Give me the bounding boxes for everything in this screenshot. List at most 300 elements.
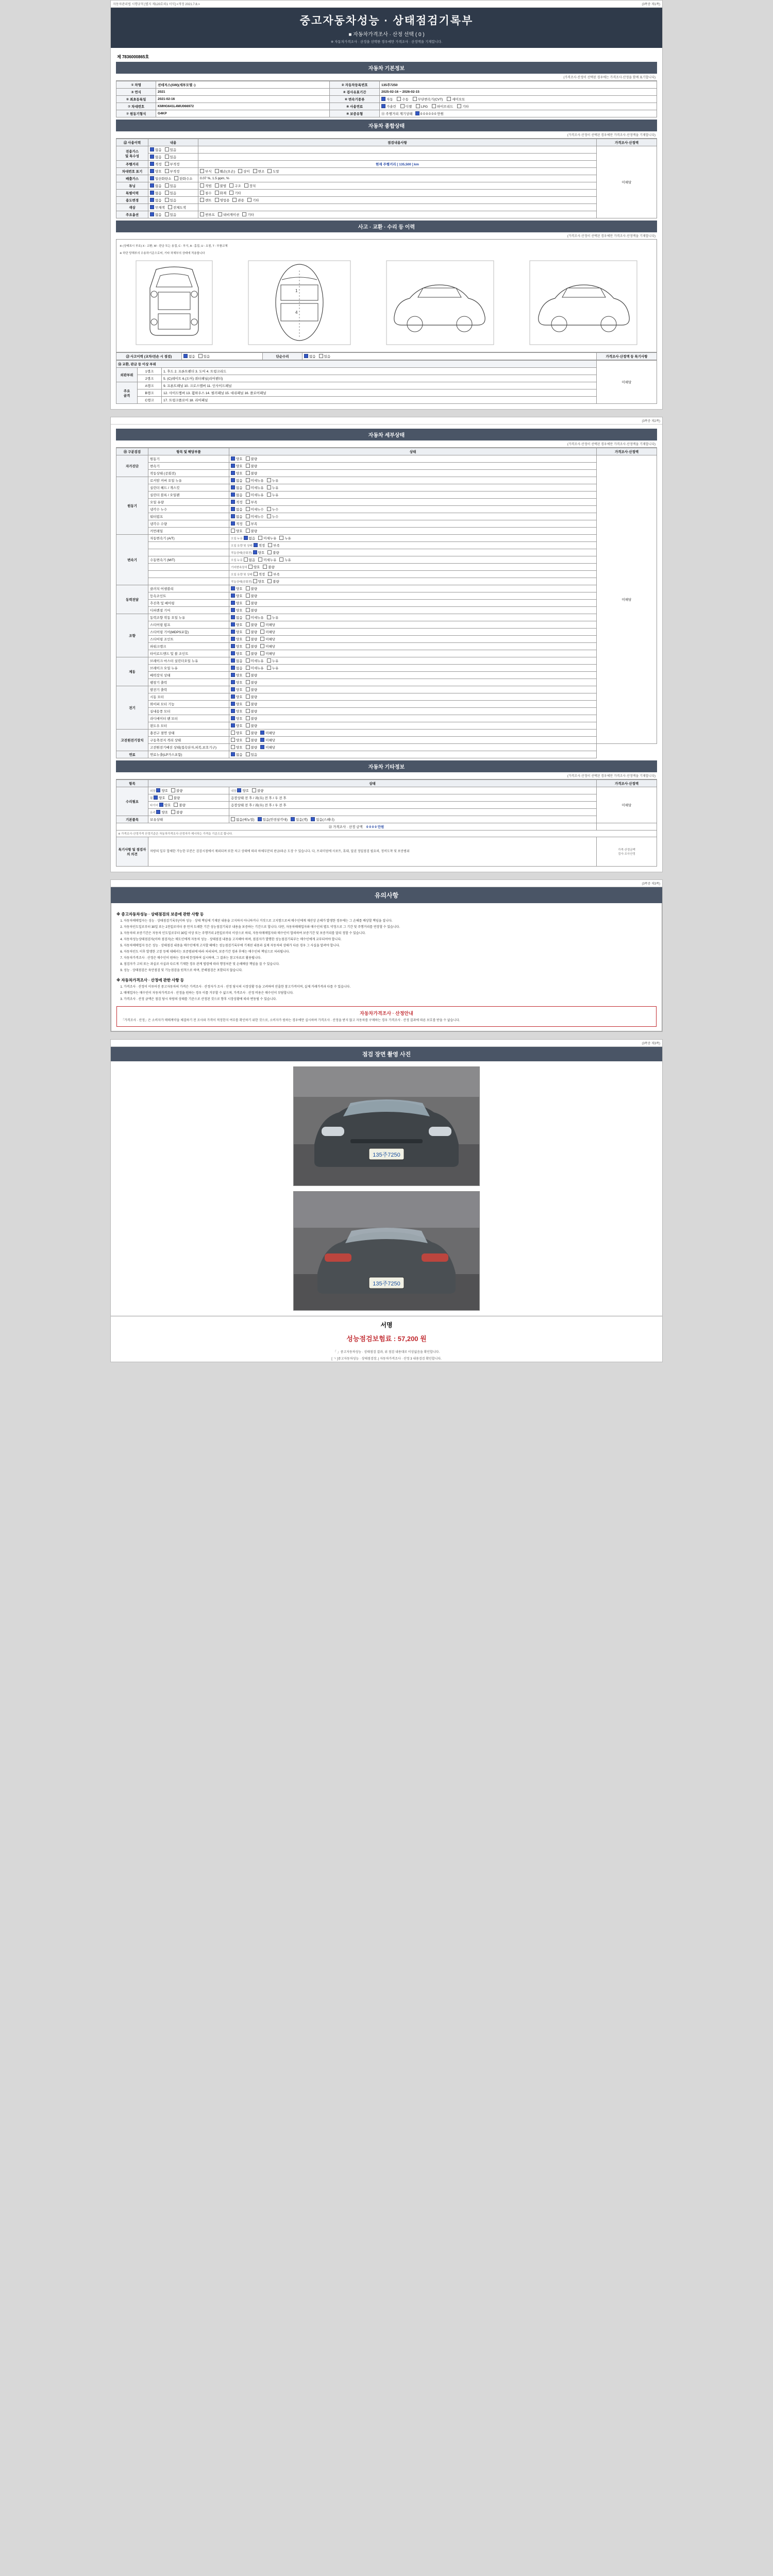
part-booster: 배력장치 상태 <box>148 672 229 679</box>
checkbox-sj-ok[interactable] <box>231 637 235 641</box>
part-commonrail: 커먼레일 <box>148 528 229 535</box>
table-row <box>116 204 657 211</box>
checkbox-wp-leak[interactable] <box>267 514 271 518</box>
checkbox-emission-gas[interactable] <box>150 176 154 180</box>
page-title: 중고자동차성능 · 상태점검기록부 <box>299 15 474 27</box>
checkbox-option-yes[interactable] <box>165 212 169 216</box>
table-row <box>116 211 657 218</box>
checkbox-usechange-none[interactable] <box>150 198 154 202</box>
part-coolant-amount: 냉각수 수량 <box>148 520 229 528</box>
group-steering: 조향 <box>116 614 148 657</box>
group-electric: 전기 <box>116 686 148 730</box>
checkbox-oil-ok[interactable] <box>231 500 235 504</box>
part-selfdiag-engine: 원동기 <box>148 455 229 463</box>
rank-1-items: 1. 후드 2. 프론트펜더 3. 도어 4. 트렁크리드 <box>162 368 597 375</box>
accident-price-label: 가격조사·산정액 등 특기사항 <box>597 353 657 360</box>
checkbox-at-oil-low[interactable] <box>268 543 272 547</box>
table-row <box>116 470 657 477</box>
notice-h2: ※ 자동차가격조사 · 산정에 관한 사항 등 <box>116 978 184 982</box>
checkbox-spanner[interactable] <box>311 817 315 821</box>
checkbox-psoil-leak[interactable] <box>267 615 271 619</box>
checkbox-bi-na[interactable] <box>260 738 264 742</box>
checkbox-mc-none[interactable] <box>231 658 235 663</box>
checkbox-vin-ng[interactable] <box>165 169 169 173</box>
checkbox-at-leak[interactable] <box>279 536 283 540</box>
table-row <box>116 629 657 636</box>
table-header-row <box>116 448 657 455</box>
checkbox-vin-damage[interactable] <box>215 169 219 173</box>
checkbox-cp-ng[interactable] <box>246 731 250 735</box>
checkbox-pc-na[interactable] <box>260 644 264 648</box>
checkbox-fuel-other[interactable] <box>457 104 461 108</box>
car-diagram-front <box>136 260 213 348</box>
list-item: 1. 자동차매매업자는 성능 · 상태점검기록부(이하 성능 · 상태 책임에 기재된 내용을 고지하지 아니하거나 거짓으로 고지함으로써 매수인에게 재산상 손해가 발생한 경우에는 그 손해를 배상할 책임을 집니다. <box>124 919 657 924</box>
page-indicator-1: (3쪽중 제1쪽) <box>642 3 660 6</box>
row-special-label: 특별이력 <box>116 190 148 197</box>
checkbox-rocker-micro[interactable] <box>246 478 250 482</box>
part-hv-wiring: 고전원전기배선 상태(접속단자,피복,보호기구) <box>148 744 229 751</box>
table-row <box>116 96 657 103</box>
basic-value-5: 2021-02-16 <box>156 96 330 103</box>
sheet-1 <box>110 0 663 410</box>
checkbox-special-yes[interactable] <box>165 191 169 195</box>
row-commercial-a: 없음 있음 <box>148 154 198 161</box>
part-coolant-leak: 냉각수 누수 <box>148 506 229 513</box>
checkbox-cp-na[interactable] <box>260 731 264 735</box>
checkbox-hw-na[interactable] <box>260 745 264 749</box>
checkbox-commercial-none[interactable] <box>150 155 154 159</box>
checkbox-gov[interactable] <box>232 198 237 202</box>
part-starter: 시동 모터 <box>148 693 229 701</box>
checkbox-rentcar[interactable] <box>200 198 204 202</box>
checkbox-alt-ng[interactable] <box>246 687 250 691</box>
checkbox-fire[interactable] <box>215 191 219 195</box>
redbox-text: 「가격조사 · 산정」은 소비자가 매매계약을 체결하기 전 조사와 가격이 적정한지 여부를 확인하기 위한 것으로, 소비자가 원하는 경우에만 실시하며 가격조사 · 산정을 받지 않고 자동차를 구매하는 경우 가격조사 · 산정 결과에 따른 보호를 받을 수 없습니다. <box>121 1019 460 1022</box>
checkbox-blower-ng[interactable] <box>246 709 250 713</box>
checkbox-lpg[interactable] <box>416 104 420 108</box>
checkbox-jack[interactable] <box>291 817 295 821</box>
checkbox-odo-normal[interactable] <box>415 111 419 115</box>
checkbox-manual[interactable] <box>397 97 401 101</box>
state-block-oilpan: 없음 미세누유 누유 <box>229 492 597 499</box>
checkbox-wm-ok[interactable] <box>231 723 235 727</box>
checkbox-hw-ok[interactable] <box>231 745 235 749</box>
checkbox-bi-ok[interactable] <box>231 738 235 742</box>
checkbox-sp-ng[interactable] <box>246 622 250 626</box>
checkbox-ca-low[interactable] <box>246 521 250 526</box>
checkbox-ps-ok[interactable] <box>231 601 235 605</box>
part-wiper: 와이퍼 모터 기능 <box>148 701 229 708</box>
footer-line-1: 「 」중고자동차성능 · 상태점검 결과, 위 점검 내용대로 이상없음을 확인합니다. <box>333 1350 440 1354</box>
checkbox-bo-none[interactable] <box>231 666 235 670</box>
state-selfdiag-idle: 양호 불량 <box>229 470 597 477</box>
rank-a: A랭크 <box>138 382 162 389</box>
checkbox-rocker-leak[interactable] <box>267 478 271 482</box>
checkbox-oil-low[interactable] <box>246 500 250 504</box>
part-fuel-leak: 연료누출(LP가스포함) <box>148 751 229 758</box>
checkbox-bo-leak[interactable] <box>267 666 271 670</box>
checkbox-at-op-ng[interactable] <box>267 550 272 554</box>
checkbox-manual-book[interactable] <box>231 817 235 821</box>
checkbox-cr-ok[interactable] <box>231 529 235 533</box>
checkbox-alt-ok[interactable] <box>231 687 235 691</box>
document-number-label: 제 <box>117 55 121 59</box>
checkbox-glass-ok[interactable] <box>156 810 160 814</box>
parts-head: ⑭ 교환, 판금 등 이상 부위 <box>116 361 597 368</box>
table-row <box>116 621 657 629</box>
checkbox-wm-ng[interactable] <box>246 723 250 727</box>
list-item: 4. 자동차성능상태점검자(이하 점검자)는 매도인에게 자동차 성능 · 상태점검 내용을 고지해야 하며, 점검자가 발행한 성능점검기록부는 매수인에게 교부되어야 합니다. <box>124 938 657 942</box>
state-rocker: 없음 미세누유 누유 <box>229 477 597 484</box>
car-diagrams <box>120 257 653 349</box>
checkbox-rental-none[interactable] <box>150 147 154 151</box>
notice-body <box>111 903 662 1031</box>
part-expansion: 팽창기 출력 <box>148 679 229 686</box>
checkbox-coolant-none[interactable] <box>231 507 235 511</box>
checkbox-int-ng[interactable] <box>252 788 256 792</box>
part-cvjoint: 등속조인트 <box>148 592 229 600</box>
row-tuning-b: 적법 불법 구조 장치 <box>198 182 597 190</box>
table-row <box>116 542 657 549</box>
car-diagram-side-left <box>386 260 494 348</box>
checkbox-accident-yes[interactable] <box>198 354 203 358</box>
checkbox-booster-ng[interactable] <box>246 673 250 677</box>
checkbox-mt-gear-ng[interactable] <box>263 565 267 569</box>
col-other-state: 상태 <box>148 780 597 787</box>
checkbox-sg-ok[interactable] <box>231 630 235 634</box>
checkbox-head-none[interactable] <box>231 485 235 489</box>
checkbox-sp-ok[interactable] <box>231 622 235 626</box>
part-head-gasket: 실린더 헤드 / 개스킷 <box>148 484 229 492</box>
table-row <box>116 492 657 499</box>
part-alternator: 발전기 출력 <box>148 686 229 693</box>
group-outer-panel: 외판부위 <box>116 368 138 382</box>
page-title-note: ※ 자동차가격조사 · 산정을 선택한 경우에만 가격조사 · 산정액을 기재합니다. <box>330 40 443 44</box>
state-steering-pump: 양호 불량 미해당 <box>229 621 597 629</box>
checkbox-rental-yes[interactable] <box>165 147 169 151</box>
checkbox-color-none[interactable] <box>150 205 154 209</box>
row-option-a: 없음 있음 <box>148 211 198 218</box>
table-row <box>116 353 657 360</box>
list-item: 9. 성능 · 상태점검은 육안점검 및 기능점검을 원칙으로 하며, 분해점검은 포함되지 않습니다. <box>124 969 657 973</box>
state-at-3: 작동상태(공회전) 양호 불량 <box>229 549 597 556</box>
checkbox-special-other[interactable] <box>229 191 233 195</box>
part-brake-oil: 브레이크 오일 누유 <box>148 665 229 672</box>
checkbox-tuning-none[interactable] <box>150 183 154 188</box>
part-mt-1: 수동변속기 (M/T) <box>148 556 229 564</box>
detail-price-cell: 미해당 <box>597 455 657 744</box>
state-waterpump: 없음 미세누수 누수 <box>229 513 597 520</box>
checkbox-tuning-structure[interactable] <box>229 183 233 188</box>
col-usehistory: ⑫ 사용이력 <box>116 139 148 146</box>
checkbox-mileage-ok[interactable] <box>150 162 154 166</box>
rank-c: C랭크 <box>138 397 162 404</box>
checkbox-int-ok[interactable] <box>237 788 241 792</box>
checkbox-bi-ng[interactable] <box>246 738 250 742</box>
checkbox-psoil-none[interactable] <box>231 615 235 619</box>
checkbox-wp-micro[interactable] <box>246 514 250 518</box>
table-row <box>116 585 657 592</box>
list-item: 5. 자동차매매업자 등은 성능 · 상태점검 내용을 매수인에게 고지할 때에는 성능점검기록부에 기재된 내용과 실제 자동차의 상태가 다른 경우 그 사실을 알려야 합니다. <box>124 944 657 948</box>
page-indicator-3: (3쪽중 제3쪽) <box>642 883 660 886</box>
checkbox-head-leak[interactable] <box>267 485 271 489</box>
checkbox-head-micro[interactable] <box>246 485 250 489</box>
checkbox-semiauto[interactable] <box>447 97 451 101</box>
basic-value-4: 2025-02-16 ~ 2026-02-15 <box>380 89 657 96</box>
checkbox-tire-ng[interactable] <box>174 803 178 807</box>
state-blower: 양호 불량 <box>229 708 597 715</box>
checkbox-booster-ok[interactable] <box>231 673 235 677</box>
photo-rear <box>293 1191 480 1311</box>
state-head-gasket: 없음 미세누유 누유 <box>229 484 597 492</box>
state-oil-amount: 적정 부족 <box>229 499 597 506</box>
checkbox-coolant-micro[interactable] <box>246 507 250 511</box>
fee-label: 성능점검보험료 : <box>346 1334 396 1343</box>
checkbox-sd-trans-ok[interactable] <box>231 464 235 468</box>
row-tire-pos: 응장상태 전 후 / 좌(우) 전 후 / 우 전 후 <box>229 802 597 809</box>
checkbox-sd-idle-ng[interactable] <box>246 471 250 475</box>
checkbox-vin-erased[interactable] <box>267 169 272 173</box>
checkbox-sunroof[interactable] <box>200 212 204 216</box>
part-mt-4 <box>148 578 229 585</box>
checkbox-starter-ok[interactable] <box>231 694 235 699</box>
checkbox-sd-trans-ng[interactable] <box>246 464 250 468</box>
table-row <box>116 722 657 730</box>
checkbox-sp-na[interactable] <box>260 622 264 626</box>
checkbox-at-oil-ok[interactable] <box>254 543 258 547</box>
checkbox-mc-leak[interactable] <box>267 658 271 663</box>
checkbox-tuning-device[interactable] <box>244 183 248 188</box>
checkbox-tuning-illegal[interactable] <box>215 183 219 188</box>
state-at-2: 오일 유량 및 상태 적정 부족 <box>229 542 597 549</box>
state-selfdiag-trans: 양호 불량 <box>229 463 597 470</box>
checkbox-rf-ng[interactable] <box>246 716 250 720</box>
checkbox-clutch-ok[interactable] <box>231 586 235 590</box>
checkbox-vin-corrosion[interactable] <box>200 169 204 173</box>
part-window-motor: 윈도우 모터 <box>148 722 229 730</box>
checkbox-cr-ng[interactable] <box>246 529 250 533</box>
checkbox-mc-micro[interactable] <box>246 658 250 663</box>
part-psoil: 동력조향 작동 오일 누유 <box>148 614 229 621</box>
state-mt-1: 오일 누유 없음 미세누유 누유 <box>229 556 597 564</box>
table-row <box>116 578 657 585</box>
row-usechange-a: 없음 있음 <box>148 197 198 204</box>
checkbox-at-op-ok[interactable] <box>253 550 257 554</box>
row-option-b: 썬루프 내비게이션 기타 <box>198 211 597 218</box>
checkbox-blower-ok[interactable] <box>231 709 235 713</box>
mileage-value: 현재 주행거리 [ 135,500 ] km <box>376 163 419 166</box>
table-row <box>116 154 657 161</box>
checkbox-sd-engine-ok[interactable] <box>231 456 235 461</box>
checkbox-business[interactable] <box>215 198 219 202</box>
checkbox-option-none[interactable] <box>150 212 154 216</box>
col-detail-part: 항목 및 해당부품 <box>148 448 229 455</box>
checkbox-hw-ng[interactable] <box>246 745 250 749</box>
basic-value-3: 2021 <box>156 89 330 96</box>
checkbox-mileage-ng[interactable] <box>165 162 169 166</box>
checkbox-diesel[interactable] <box>400 104 405 108</box>
checkbox-sd-idle-ok[interactable] <box>231 471 235 475</box>
checkbox-at-none[interactable] <box>244 536 248 540</box>
table-row <box>116 81 657 89</box>
checkbox-fuel-none[interactable] <box>231 752 235 756</box>
checkbox-usechange-other[interactable] <box>247 198 251 202</box>
checkbox-sg-ng[interactable] <box>246 630 250 634</box>
checkbox-wiper-ng[interactable] <box>246 702 250 706</box>
page-indicator-4: (3쪽중 제3쪽) <box>642 1042 660 1045</box>
checkbox-diff-ng[interactable] <box>246 608 250 612</box>
checkbox-tire-ok[interactable] <box>159 803 163 807</box>
checkbox-block-leak[interactable] <box>267 493 271 497</box>
checkbox-tr-na[interactable] <box>260 651 264 655</box>
checkbox-cvt[interactable] <box>413 97 417 101</box>
checkbox-block-none[interactable] <box>231 493 235 497</box>
checkbox-tr-ok[interactable] <box>231 651 235 655</box>
rank-b-items: 12. 사이드멤버 13. 휠하우스 14. 필러패널 15. 대쉬패널 16. 플로어패널 <box>162 389 597 397</box>
table-row <box>116 816 657 823</box>
checkbox-option-other[interactable] <box>242 212 246 216</box>
checkbox-rocker-none[interactable] <box>231 478 235 482</box>
checkbox-sj-ng[interactable] <box>246 637 250 641</box>
checkbox-cp-ok[interactable] <box>231 731 235 735</box>
checkbox-tuning-legal[interactable] <box>200 183 204 188</box>
checkbox-sd-engine-ng[interactable] <box>246 456 250 461</box>
state-mt-4: 작동상태(공회전) 양호 불량 <box>229 578 597 585</box>
checkbox-navi[interactable] <box>218 212 222 216</box>
checkbox-starter-ng[interactable] <box>246 694 250 699</box>
checkbox-vin-diff[interactable] <box>238 169 242 173</box>
checkbox-ca-ok[interactable] <box>231 521 235 526</box>
state-propshaft: 양호 불량 <box>229 600 597 607</box>
checkbox-exp-ng[interactable] <box>246 680 250 684</box>
checkbox-cv-ok[interactable] <box>231 594 235 598</box>
state-at-1: 오일 누유 없음 미세누유 누유 <box>229 535 597 542</box>
svg-text:4: 4 <box>295 310 298 315</box>
checkbox-usechange-yes[interactable] <box>165 198 169 202</box>
checkbox-pc-ok[interactable] <box>231 644 235 648</box>
table-row <box>116 600 657 607</box>
checkbox-mt-micro[interactable] <box>258 557 262 562</box>
group-engine: 원동기 <box>116 477 148 535</box>
checkbox-coolant-leak[interactable] <box>267 507 271 511</box>
row-emission-b: 0.07 %, 1.5 ppm, % <box>198 175 597 182</box>
checkbox-wp-none[interactable] <box>231 514 235 518</box>
basic-label-5: ⑤ 최초등록일 <box>116 96 156 103</box>
checkbox-mt-none[interactable] <box>244 557 248 562</box>
checkbox-clutch-ng[interactable] <box>246 586 250 590</box>
checkbox-gasoline[interactable] <box>381 104 385 108</box>
notice-h1: ※ 중고자동차성능 · 상태점검의 보증에 관한 사항 등 <box>116 912 204 917</box>
checkbox-wheel-ng[interactable] <box>169 795 173 800</box>
table-row <box>116 103 657 110</box>
checkbox-mt-oil-low[interactable] <box>268 572 272 576</box>
checkbox-sj-na[interactable] <box>260 637 264 641</box>
col-detail-price: 가격조사·산정액 <box>597 448 657 455</box>
checkbox-hybrid[interactable] <box>432 104 436 108</box>
checkbox-flood[interactable] <box>200 191 204 195</box>
checkbox-mt-gear-ok[interactable] <box>248 565 253 569</box>
checkbox-accident-none[interactable] <box>183 354 188 358</box>
checkbox-ps-ng[interactable] <box>246 601 250 605</box>
row-interior: 내장 양호 불량 <box>229 787 597 794</box>
sheet-2 <box>110 417 663 872</box>
checkbox-bo-micro[interactable] <box>246 666 250 670</box>
table-row <box>116 397 657 404</box>
table-row <box>116 837 657 867</box>
checkbox-block-micro[interactable] <box>246 493 250 497</box>
state-selfdiag-engine: 양호 불량 <box>229 455 597 463</box>
checkbox-emission-hc[interactable] <box>174 176 178 180</box>
checkbox-psoil-micro[interactable] <box>246 615 250 619</box>
checkbox-commercial-yes[interactable] <box>165 155 169 159</box>
row-emission-a: 일산화탄소 탄화수소 <box>148 175 198 182</box>
table-row <box>116 701 657 708</box>
checkbox-cv-ng[interactable] <box>246 594 250 598</box>
state-cvjoint: 양호 불량 <box>229 592 597 600</box>
checkbox-vin-forged[interactable] <box>253 169 257 173</box>
checkbox-special-none[interactable] <box>150 191 154 195</box>
rank-1: 1랭크 <box>138 368 162 375</box>
accident-value: 없음 있음 <box>182 353 263 360</box>
checkbox-ext-ok[interactable] <box>156 788 160 792</box>
notice-list-1 <box>124 919 657 973</box>
total-price-value: 0 0 0 0 만원 <box>366 825 384 829</box>
checkbox-simple-yes[interactable] <box>319 354 323 358</box>
checkbox-tuning-yes[interactable] <box>165 183 169 188</box>
table-row <box>116 513 657 520</box>
checkbox-diff-ok[interactable] <box>231 608 235 612</box>
checkbox-tr-ng[interactable] <box>246 651 250 655</box>
part-selfdiag-trans: 변속기 <box>148 463 229 470</box>
page-subtitle: ■ 자동차가격조사 · 산정 선택 ( 0 ) <box>348 32 425 38</box>
basic-label-1: ① 차명 <box>116 81 156 89</box>
checkbox-triangle[interactable] <box>258 817 262 821</box>
part-propshaft: 추진축 및 베어링 <box>148 600 229 607</box>
engine-type-value: G4KP <box>156 110 330 117</box>
table-row <box>116 823 657 831</box>
checkbox-fuel-yes[interactable] <box>246 752 250 756</box>
photo-front <box>293 1066 480 1186</box>
checkbox-ext-ng[interactable] <box>171 788 175 792</box>
checkbox-rf-ok[interactable] <box>231 716 235 720</box>
special-note-label: 특기사항 및 점검자의 의견 <box>116 837 148 867</box>
row-color-label: 색상 <box>116 204 148 211</box>
table-row <box>116 161 657 168</box>
table-row <box>116 389 657 397</box>
checkbox-mt-leak[interactable] <box>279 557 283 562</box>
checkbox-color-full[interactable] <box>168 205 172 209</box>
list-item: 2. 자동차인도일로부터 30일 또는 2천킬로미터 중 먼저 도래한 기간 성능점검기록부 내용을 보증하는 기간으로 합니다. 다만, 자동차매매업자와 매수인의 별도 약정으로 그 기간 및 주행거리를 연장할 수 있습니다. <box>124 925 657 930</box>
rank-a-items: 9. 프론트패널 10. 크로스멤버 11. 인사이드패널 <box>162 382 597 389</box>
checkbox-vin-ok[interactable] <box>150 169 154 173</box>
checkbox-exp-ok[interactable] <box>231 680 235 684</box>
checkbox-mt-op-ok[interactable] <box>253 579 257 583</box>
checkbox-sg-na[interactable] <box>260 630 264 634</box>
checkbox-mt-op-ng[interactable] <box>267 579 272 583</box>
checkbox-pc-ng[interactable] <box>246 644 250 648</box>
checkbox-simple-none[interactable] <box>304 354 308 358</box>
checkbox-auto[interactable] <box>381 97 385 101</box>
checkbox-at-micro[interactable] <box>258 536 262 540</box>
checkbox-wheel-ok[interactable] <box>154 795 158 800</box>
checkbox-glass-ng[interactable] <box>171 810 175 814</box>
redbox-title: 자동차가격조사 · 산정안내 <box>360 1011 413 1016</box>
col-price: 가격조사·산정액 <box>597 139 657 146</box>
list-item: 6. 자동차인도 이후 발생한 고장 등에 대해서는 보증범위에 따라 처리되며, 보증기간 경과 후에는 매수인의 책임으로 처리됩니다. <box>124 950 657 955</box>
checkbox-wiper-ok[interactable] <box>231 702 235 706</box>
rank-2: 2랭크 <box>138 375 162 382</box>
checkbox-mt-oil-ok[interactable] <box>254 572 258 576</box>
